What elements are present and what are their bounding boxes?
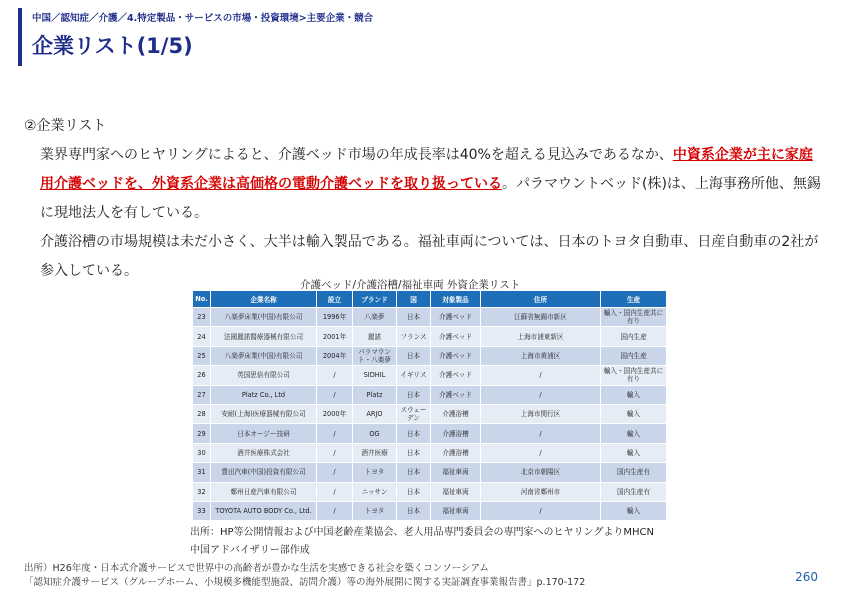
footer-source-line1: 出所）H26年度・日本式介護サービスで世界中の高齢者が豊かな生活を実感できる社会を築くコンソーシアム xyxy=(24,563,489,574)
cell-product: 介護浴槽 xyxy=(431,404,481,423)
cell-founded: / xyxy=(317,501,353,520)
cell-product: 介護ベッド xyxy=(431,366,481,385)
cell-product: 介護ベッド xyxy=(431,385,481,404)
cell-brand: Platz xyxy=(353,385,397,404)
cell-no: 32 xyxy=(193,482,211,501)
table-title: 介護ベッド/介護浴槽/福祉車両 外資企業リスト xyxy=(300,279,521,291)
cell-company: Platz Co., Ltd xyxy=(211,385,317,404)
cell-product: 介護ベッド xyxy=(431,346,481,365)
cell-founded: 2000年 xyxy=(317,404,353,423)
cell-brand: ARJO xyxy=(353,404,397,423)
cell-brand: トヨタ xyxy=(353,501,397,520)
cell-country: 日本 xyxy=(397,463,431,482)
paragraph-bed-market-a: 業界専門家へのヒヤリングによると、介護ベッド市場の年成長率は40%を超える見込みであるなか、 xyxy=(40,147,673,163)
cell-production: 輸入 xyxy=(601,443,667,462)
cell-production: 国内生産有 xyxy=(601,482,667,501)
cell-production: 国内生産 xyxy=(601,346,667,365)
cell-brand: トヨタ xyxy=(353,463,397,482)
cell-production: 輸入 xyxy=(601,501,667,520)
cell-no: 25 xyxy=(193,346,211,365)
cell-brand: SIDHIL xyxy=(353,366,397,385)
cell-production: 輸入・国内生産共に有り xyxy=(601,308,667,327)
cell-country: 日本 xyxy=(397,346,431,365)
table-row xyxy=(193,463,667,482)
highlight-text: 中資系企業が主に家庭用介護ベッドを、外資系企業は高価格の電動介護ベッドを取り扱っている xyxy=(40,147,813,192)
body-text xyxy=(24,112,824,286)
cell-no: 31 xyxy=(193,463,211,482)
cell-brand: 八楽夢 xyxy=(353,308,397,327)
cell-production: 国内生産 xyxy=(601,327,667,346)
cell-address: / xyxy=(481,385,601,404)
paragraph-bed-market-b: 。パラマウントベッド(株)は、上海事務所他、無錫に現地法人を有している。 xyxy=(40,176,821,221)
col-header-country: 国 xyxy=(397,291,431,308)
cell-country: 日本 xyxy=(397,424,431,443)
cell-country: イギリス xyxy=(397,366,431,385)
cell-address: 河南省鄭州市 xyxy=(481,482,601,501)
cell-product: 介護ベッド xyxy=(431,327,481,346)
cell-company: 八楽夢床業(中国)有限公司 xyxy=(211,308,317,327)
paragraph-bath-vehicle: 介護浴槽の市場規模は未だ小さく、大半は輸入製品である。福祉車両については、日本のトヨタ自動車、日産自動車の2社が参入している。 xyxy=(40,234,819,279)
table-row xyxy=(193,404,667,423)
cell-address: 北京市朝陽区 xyxy=(481,463,601,482)
cell-company: 日本オージー技研 xyxy=(211,424,317,443)
cell-product: 介護ベッド xyxy=(431,308,481,327)
cell-no: 33 xyxy=(193,501,211,520)
cell-founded: / xyxy=(317,385,353,404)
cell-country: 日本 xyxy=(397,501,431,520)
col-header-address: 住所 xyxy=(481,291,601,308)
table-row xyxy=(193,385,667,404)
table-row xyxy=(193,366,667,385)
cell-country: フランス xyxy=(397,327,431,346)
col-header-production: 生産 xyxy=(601,291,667,308)
cell-country: 日本 xyxy=(397,385,431,404)
cell-no: 23 xyxy=(193,308,211,327)
table-row xyxy=(193,346,667,365)
cell-founded: 2004年 xyxy=(317,346,353,365)
cell-brand: パラマウント・八楽夢 xyxy=(353,346,397,365)
cell-company: TOYOTA AUTO BODY Co., Ltd. xyxy=(211,501,317,520)
table-header-row xyxy=(193,291,667,308)
cell-product: 福祉車両 xyxy=(431,501,481,520)
table-source-line2: 中国アドバイザリー部作成 xyxy=(190,545,310,556)
cell-product: 福祉車両 xyxy=(431,482,481,501)
paragraph-bed-market xyxy=(24,141,824,228)
table-body xyxy=(193,308,667,521)
cell-no: 30 xyxy=(193,443,211,462)
cell-production: 輸入 xyxy=(601,424,667,443)
cell-brand: 酒井医療 xyxy=(353,443,397,462)
cell-company: 鄭州日産汽車有限公司 xyxy=(211,482,317,501)
col-header-company: 企業名称 xyxy=(211,291,317,308)
cell-address: / xyxy=(481,501,601,520)
cell-address: / xyxy=(481,366,601,385)
page-number: 260 xyxy=(795,570,818,584)
footer-source-line2: 「認知症介護サービス（グループホーム、小規模多機能型施設、訪問介護）等の海外展開に関する実証調査事業報告書」p.170-172 xyxy=(24,577,586,588)
cell-no: 24 xyxy=(193,327,211,346)
cell-address: 上海市黄浦区 xyxy=(481,346,601,365)
section-heading: ②企業リスト xyxy=(24,118,107,134)
table-row xyxy=(193,308,667,327)
cell-brand: ニッサン xyxy=(353,482,397,501)
breadcrumb: 中国／認知症／介護／4.特定製品・サービスの市場・投資環境>主要企業・競合 xyxy=(32,13,374,24)
cell-address: / xyxy=(481,424,601,443)
cell-product: 福祉車両 xyxy=(431,463,481,482)
cell-founded: / xyxy=(317,366,353,385)
cell-address: 上海市閔行区 xyxy=(481,404,601,423)
cell-company: 安耐(上海)医療器械有限公司 xyxy=(211,404,317,423)
cell-address: / xyxy=(481,443,601,462)
cell-founded: / xyxy=(317,424,353,443)
col-header-founded: 設立 xyxy=(317,291,353,308)
table-source-line1: 出所：HP等公開情報および中国老齢産業協会、老人用品専門委員会の専門家へのヒヤリングよりMHCN xyxy=(190,527,654,538)
cell-no: 28 xyxy=(193,404,211,423)
cell-company: 豊田汽車(中国)投資有限公司 xyxy=(211,463,317,482)
cell-no: 26 xyxy=(193,366,211,385)
col-header-brand: ブランド xyxy=(353,291,397,308)
table-row xyxy=(193,424,667,443)
table-row xyxy=(193,327,667,346)
cell-production: 輸入 xyxy=(601,404,667,423)
cell-brand: 麗諾 xyxy=(353,327,397,346)
cell-country: 日本 xyxy=(397,308,431,327)
cell-company: 酒井医療株式会社 xyxy=(211,443,317,462)
table-row xyxy=(193,501,667,520)
table-row xyxy=(193,443,667,462)
footer-source xyxy=(24,562,585,590)
cell-company: 法國麗諾醫療器械有限公司 xyxy=(211,327,317,346)
cell-production: 国内生産有 xyxy=(601,463,667,482)
cell-founded: / xyxy=(317,443,353,462)
title-accent-bar xyxy=(18,8,22,66)
cell-brand: OG xyxy=(353,424,397,443)
cell-product: 介護浴槽 xyxy=(431,424,481,443)
cell-country: スウェーデン xyxy=(397,404,431,423)
cell-company: 八楽夢床業(中国)有限公司 xyxy=(211,346,317,365)
col-header-no: No. xyxy=(193,291,211,308)
cell-address: 上海市浦東新区 xyxy=(481,327,601,346)
vendor-table xyxy=(192,290,667,521)
cell-founded: 2001年 xyxy=(317,327,353,346)
page-title: 企業リスト(1/5) xyxy=(32,34,193,58)
cell-address: 江蘇省無錫市新区 xyxy=(481,308,601,327)
cell-founded: / xyxy=(317,482,353,501)
cell-country: 日本 xyxy=(397,482,431,501)
cell-product: 介護浴槽 xyxy=(431,443,481,462)
cell-production: 輸入・国内生産共に有り xyxy=(601,366,667,385)
cell-production: 輸入 xyxy=(601,385,667,404)
cell-company: 英国思倍有限公司 xyxy=(211,366,317,385)
col-header-product: 対象製品 xyxy=(431,291,481,308)
cell-no: 29 xyxy=(193,424,211,443)
cell-country: 日本 xyxy=(397,443,431,462)
table-row xyxy=(193,482,667,501)
cell-founded: 1996年 xyxy=(317,308,353,327)
cell-no: 27 xyxy=(193,385,211,404)
table-source-note xyxy=(190,524,654,560)
cell-founded: / xyxy=(317,463,353,482)
